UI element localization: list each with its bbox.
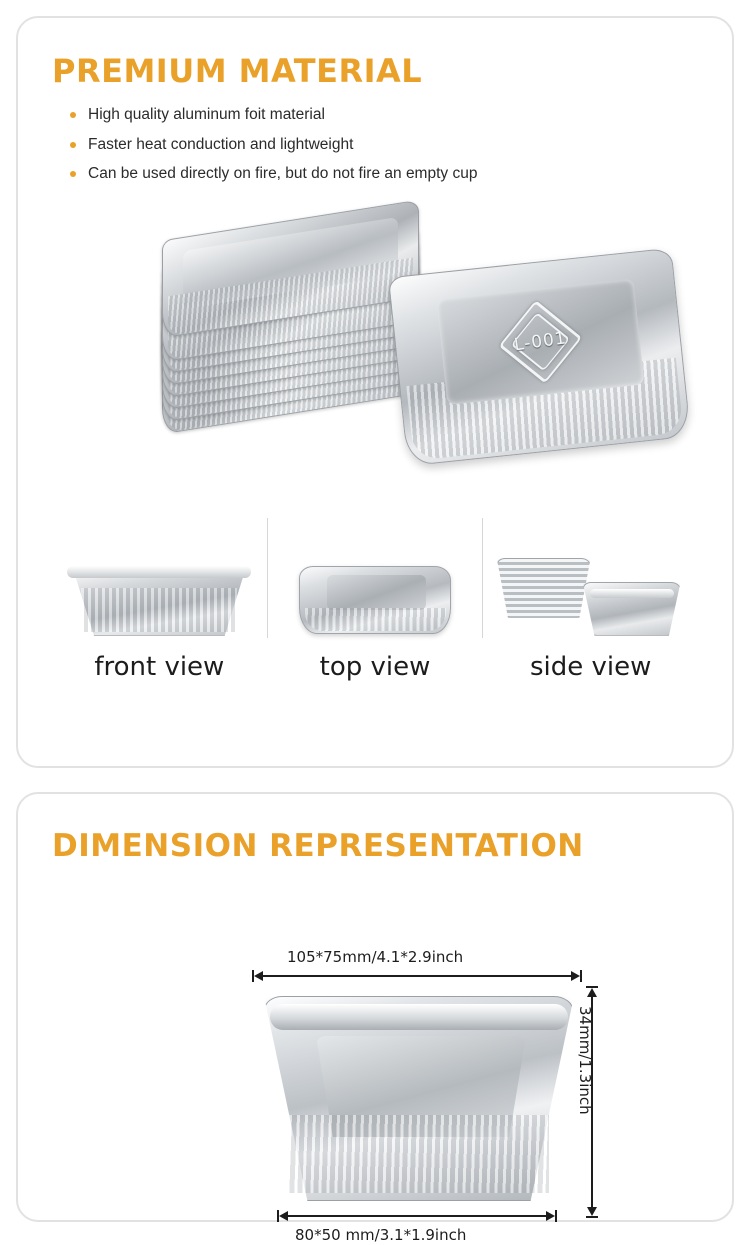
list-item: Faster heat conduction and lightweight — [70, 136, 698, 155]
dimension-top-label: 105*75mm/4.1*2.9inch — [287, 948, 464, 966]
view-top — [268, 512, 483, 682]
dimension-representation-card — [16, 792, 734, 1244]
dimension-tray-graphic — [264, 996, 574, 1201]
premium-material-card — [16, 16, 734, 768]
dimension-bottom-label: 80*50 mm/3.1*1.9inch — [295, 1226, 467, 1244]
foil-tray-with-lid-graphic — [388, 247, 691, 466]
front-view-graphic — [59, 552, 259, 644]
product-views-row — [52, 512, 698, 682]
emboss-code-label: L-001 — [513, 327, 569, 356]
page-title: PREMIUM MATERIAL — [52, 52, 423, 90]
view-label-side: side view — [529, 651, 652, 682]
view-label-top: top view — [319, 651, 431, 682]
dimension-bottom-arrow — [277, 1210, 557, 1222]
view-label-front: front view — [94, 651, 225, 682]
dimension-diagram — [52, 874, 698, 1244]
view-front — [52, 512, 267, 682]
dimension-top-arrow — [252, 970, 582, 982]
list-item: High quality aluminum foit material — [70, 106, 698, 125]
hero-product-illustration — [52, 202, 698, 502]
section-title: DIMENSION REPRESENTATION — [52, 828, 584, 864]
dimension-height-label: 34mm/1.3inch — [576, 1006, 594, 1115]
view-side — [483, 512, 698, 682]
list-item: Can be used directly on fire, but do not fire an empty cup — [70, 165, 698, 184]
side-view-graphic — [491, 552, 691, 644]
feature-bullet-list — [52, 106, 698, 184]
top-view-graphic — [275, 552, 475, 644]
